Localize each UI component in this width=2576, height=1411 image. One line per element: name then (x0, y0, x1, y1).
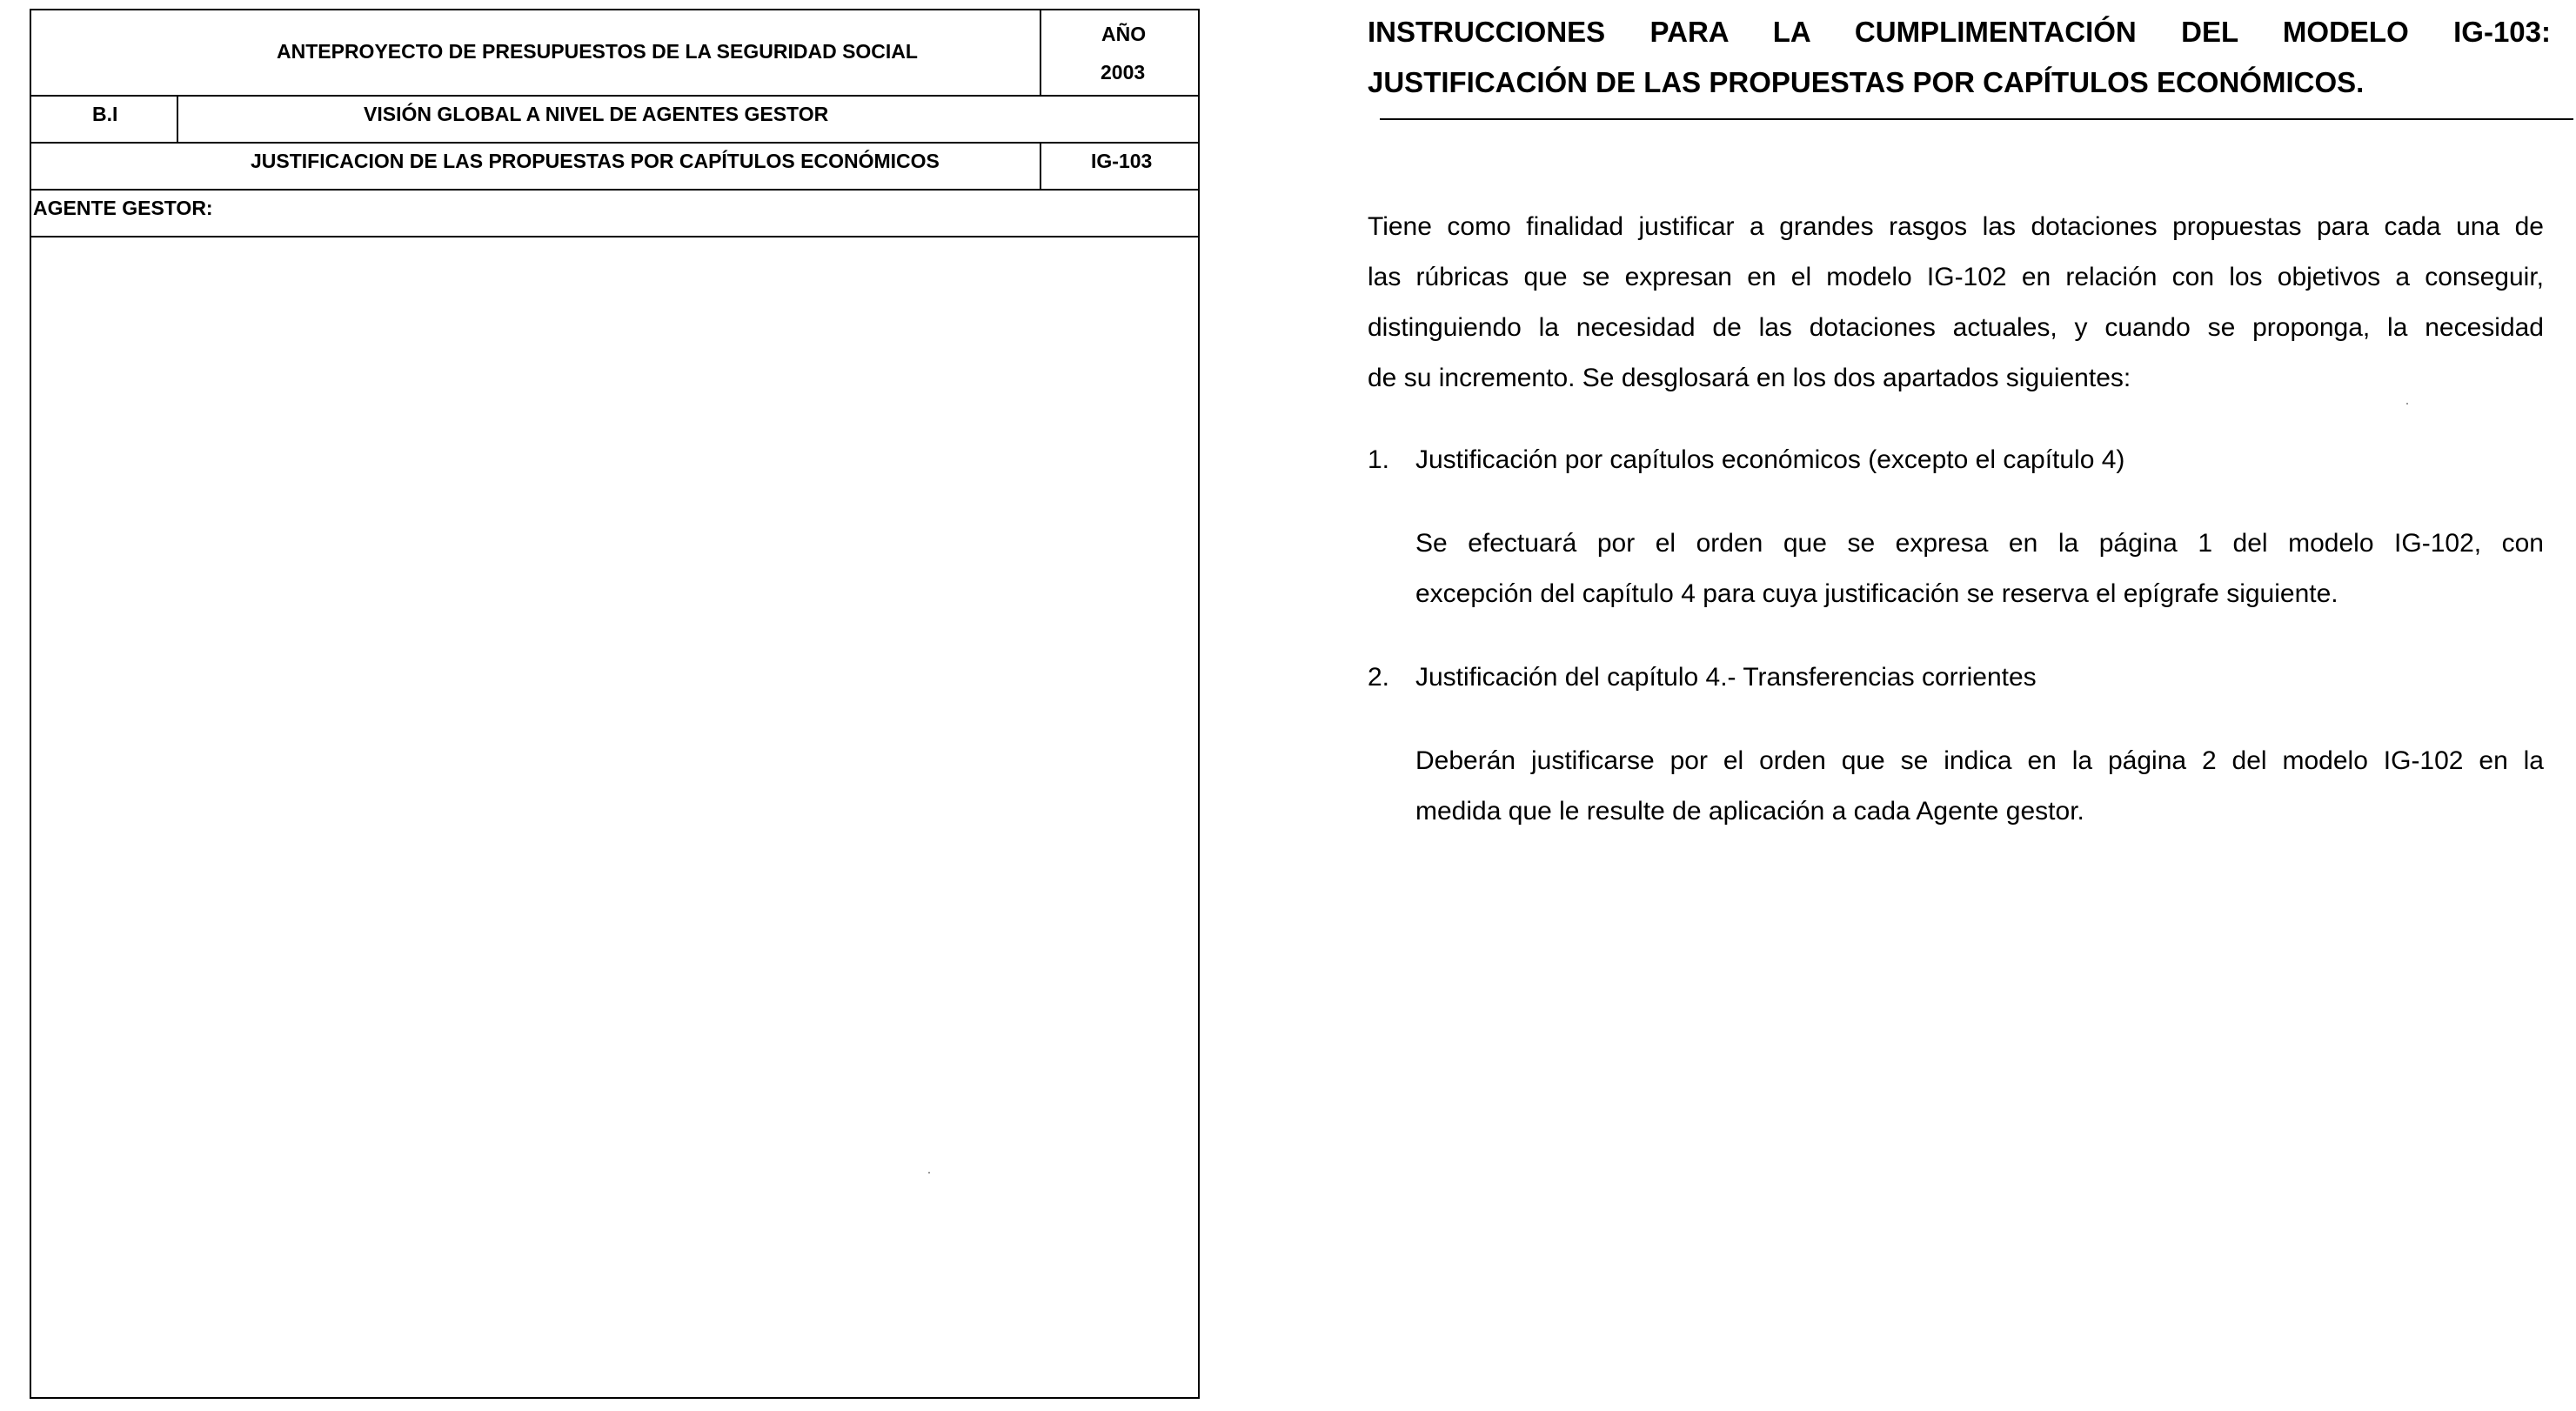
item-1-number: 1. (1368, 445, 1390, 474)
intro-line-4: de su incremento. Se desglosará en los dos apartados siguientes: (1368, 364, 2131, 392)
header-divider (31, 95, 1198, 97)
subtitle-divider-bottom (31, 189, 1198, 191)
item-2-number: 2. (1368, 663, 1390, 692)
section-divider-bottom (31, 142, 1198, 144)
agent-label: AGENTE GESTOR: (33, 197, 213, 219)
agent-divider-bottom (31, 236, 1198, 237)
intro-line-3: distinguiendo la necesidad de las dotaciones actuales, y cuando se proponga, la necesidad (1368, 313, 2544, 342)
scan-speck (928, 1172, 930, 1174)
year-label: AÑO (1101, 23, 1147, 45)
section-title: VISIÓN GLOBAL A NIVEL DE AGENTES GESTOR (364, 103, 829, 125)
model-box-divider (1040, 144, 1041, 191)
section-code: B.I (92, 103, 118, 125)
budget-form (30, 9, 1200, 1399)
section-divider (177, 95, 178, 144)
item-1-body-line-2: excepción del capítulo 4 para cuya justificación se reserva el epígrafe siguiente. (1415, 579, 2338, 608)
instructions-heading (1368, 7, 2551, 108)
item-1-title: Justificación por capítulos económicos (excepto el capítulo 4) (1415, 445, 2125, 474)
form-title: ANTEPROYECTO DE PRESUPUESTOS DE LA SEGURIDAD SOCIAL (277, 40, 918, 63)
intro-line-1: Tiene como finalidad justificar a grandes rasgos las dotaciones propuestas para cada una de (1368, 212, 2544, 241)
model-code: IG-103 (1091, 150, 1153, 172)
item-2-body-line-1: Deberán justificarse por el orden que se indica en la página 2 del modelo IG-102 en la (1415, 746, 2544, 775)
intro-line-2: las rúbricas que se expresan en el modelo IG-102 en relación con los objetivos a conseguir, (1368, 263, 2544, 291)
item-2-title: Justificación del capítulo 4.- Transferencias corrientes (1415, 663, 2037, 692)
year-box-divider (1040, 10, 1041, 96)
justification-area (31, 238, 1198, 1395)
item-1-body-line-1: Se efectuará por el orden que se expresa en la página 1 del modelo IG-102, con (1415, 529, 2544, 558)
year-value: 2003 (1101, 61, 1146, 84)
form-subtitle: JUSTIFICACION DE LAS PROPUESTAS POR CAPÍTULOS ECONÓMICOS (251, 150, 940, 172)
scan-speck-2 (2406, 403, 2408, 405)
instructions-heading-line2: JUSTIFICACIÓN DE LAS PROPUESTAS POR CAPÍTULOS ECONÓMICOS. (1368, 66, 2365, 98)
heading-rule (1380, 118, 2573, 120)
item-2-body-line-2: medida que le resulte de aplicación a cada Agente gestor. (1415, 797, 2084, 826)
instructions-heading-line1: INSTRUCCIONES PARA LA CUMPLIMENTACIÓN DEL MODELO IG-103: (1368, 16, 2551, 48)
